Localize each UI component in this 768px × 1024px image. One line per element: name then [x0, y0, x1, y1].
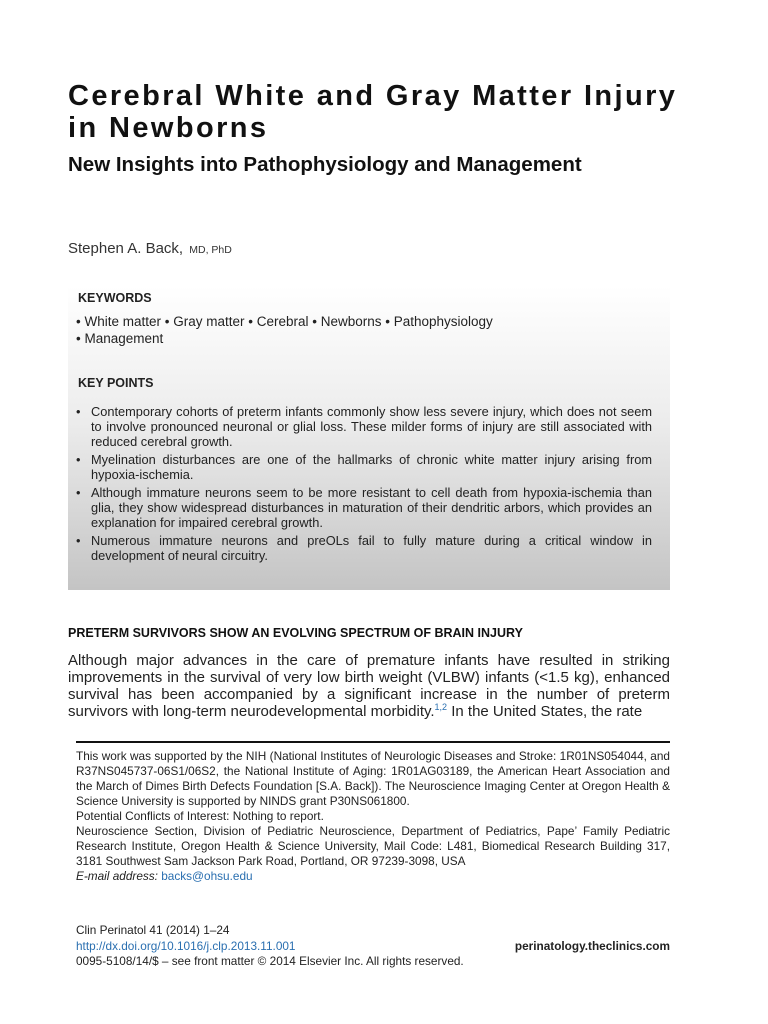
keywords-heading: KEYWORDS: [78, 291, 152, 305]
key-point-item: • Numerous immature neurons and preOLs fail to fully mature during a critical window in development of neural circuitry.: [76, 533, 652, 563]
body-paragraph: Although major advances in the care of premature infants have resulted in striking improvements in the survival of very low birth weight (VLBW) infants (<1.5 kg), enhanced survival has been accompanied by a significant increase in the number of preterm survivors with long-term neurodevelopmental morbidity.$^{1,2}$ In the United States, the rate: [68, 652, 670, 720]
author-credentials: MD, PhD: [189, 244, 232, 256]
key-points-heading: KEY POINTS: [78, 376, 154, 390]
journal-site[interactable]: perinatology.theclinics.com: [514, 938, 670, 953]
email-link[interactable]: backs@ohsu.edu: [161, 869, 253, 883]
email-line: [76, 869, 670, 884]
doi-link[interactable]: http://dx.doi.org/10.1016/j.clp.2013.11.001: [76, 938, 296, 953]
article-title: Cerebral White and Gray Matter Injury in Newborns: [68, 80, 678, 144]
citation-block: [76, 923, 670, 970]
article-subtitle: New Insights into Pathophysiology and Management: [68, 153, 582, 176]
funding-note: This work was supported by the NIH (National Institutes of Neurologic Diseases and Stroke: 1R01NS054044, and R37NS045737-06S1/06S2, the National Institute of Aging: 1R01AG03189, the American Heart Association and the March of Dimes Birth Defects Foundation [S.A. Back]). The Neuroscience Imaging Center at Oregon Health & Science University is supported by NINDS grant P30NS061800.: [76, 749, 670, 808]
reference-link[interactable]: 1,2: [434, 702, 448, 712]
affiliation-note: Neuroscience Section, Division of Pediatric Neuroscience, Department of Pediatrics, Pape’ Family Pediatric Research Institute, Oregon Health & Science University, Mail Code: L481, Biomedical Research Building 317, 3181 Southwest Sam Jackson Park Road, Portland, OR 97239-3098, USA: [76, 824, 670, 868]
keywords-line-2: • Management: [76, 331, 164, 346]
section-heading: PRETERM SURVIVORS SHOW AN EVOLVING SPECTRUM OF BRAIN INJURY: [68, 626, 523, 640]
keywords-keypoints-box: [68, 286, 670, 590]
bullet-icon: •: [76, 452, 81, 467]
author-name: Stephen A. Back,: [68, 240, 184, 257]
keywords-line-1: • White matter • Gray matter • Cerebral • Newborns • Pathophysiology: [76, 314, 493, 329]
conflicts-note: Potential Conflicts of Interest: Nothing to report.: [76, 809, 324, 823]
key-points-list: [76, 404, 652, 566]
key-point-item: • Contemporary cohorts of preterm infants commonly show less severe injury, which does not seem to involve pronounced neuronal or glial loss. These milder forms of injury are still associated with reduced cerebral growth.: [76, 404, 652, 449]
bullet-icon: •: [76, 485, 81, 500]
key-point-item: • Myelination disturbances are one of the hallmarks of chronic white matter injury arising from hypoxia-ischemia.: [76, 452, 652, 482]
author-line: [68, 240, 232, 257]
email-label: E-mail address:: [76, 869, 158, 883]
journal-reference: Clin Perinatol 41 (2014) 1–24: [76, 923, 230, 937]
footnote-divider: [76, 741, 670, 743]
bullet-icon: •: [76, 404, 81, 419]
bullet-icon: •: [76, 533, 81, 548]
key-point-item: • Although immature neurons seem to be more resistant to cell death from hypoxia-ischemia than glia, they show widespread disturbances in maturation of their dendritic arbors, which provides an explanation for impaired cerebral growth.: [76, 485, 652, 530]
copyright-line: 0095-5108/14/$ – see front matter © 2014 Elsevier Inc. All rights reserved.: [76, 954, 464, 968]
footnote-block: [76, 749, 670, 884]
